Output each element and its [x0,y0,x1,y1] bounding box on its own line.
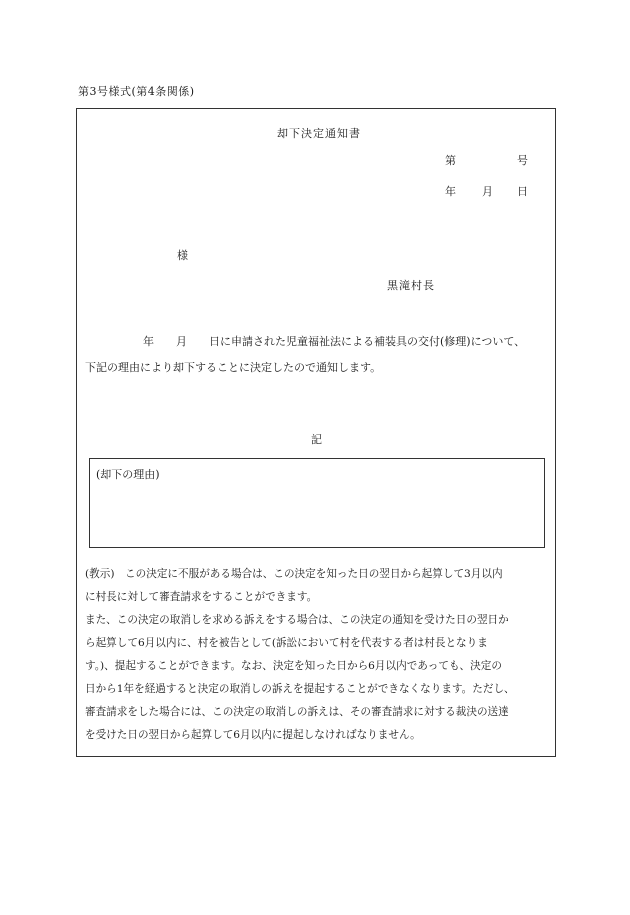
notice-line: (教示) この決定に不服がある場合は、この決定を知った日の翌日から起算して3月以内 [85,568,503,580]
addressee-honorific: 様 [177,249,188,262]
ki-heading: 記 [311,433,322,446]
notice-line: を受けた日の翌日から起算して6月以内に提起しなければなりません。 [85,729,421,741]
body-month-label: 月 [176,335,187,348]
body-first-line [85,333,549,349]
notice-line: また、この決定の取消しを求める訴えをする場合は、この決定の通知を受けた日の翌日か [85,614,509,626]
date-month-label: 月 [482,185,493,198]
notice-line: ら起算して6月以内に、村を被告として(訴訟において村を代表する者は村長となりま [85,637,488,649]
notice-line: 日から1年を経過すると決定の取消しの訴えを提起することができなくなります。ただし、 [85,683,515,695]
date-day-label: 日 [517,185,528,198]
rejection-reason-label: (却下の理由) [96,468,160,481]
notice-line: 審査請求をした場合には、この決定の取消しの訴えは、その審査請求に対する裁決の送達 [85,706,509,718]
document-title: 却下決定通知書 [277,127,361,140]
sender-name: 黒滝村長 [387,279,435,292]
rejection-reason-box [89,458,545,548]
document-number-prefix: 第 [445,154,456,167]
notice-frame [76,108,556,757]
document-number-suffix: 号 [517,154,528,167]
body-second-line: 下記の理由により却下することに決定したので通知します。 [85,361,382,374]
form-number-label: 第3号様式(第4条関係) [78,85,195,98]
date-year-label: 年 [445,185,456,198]
notice-line: に村長に対して審査請求をすることができます。 [85,591,318,603]
body-year-label: 年 [143,335,154,348]
body-line1-text: 日に申請された児童福祉法による補装具の交付(修理)について、 [209,335,526,348]
legal-notice [85,563,551,747]
notice-line: す。)、提起することができます。なお、決定を知った日から6月以内であっても、決定の [85,660,502,672]
